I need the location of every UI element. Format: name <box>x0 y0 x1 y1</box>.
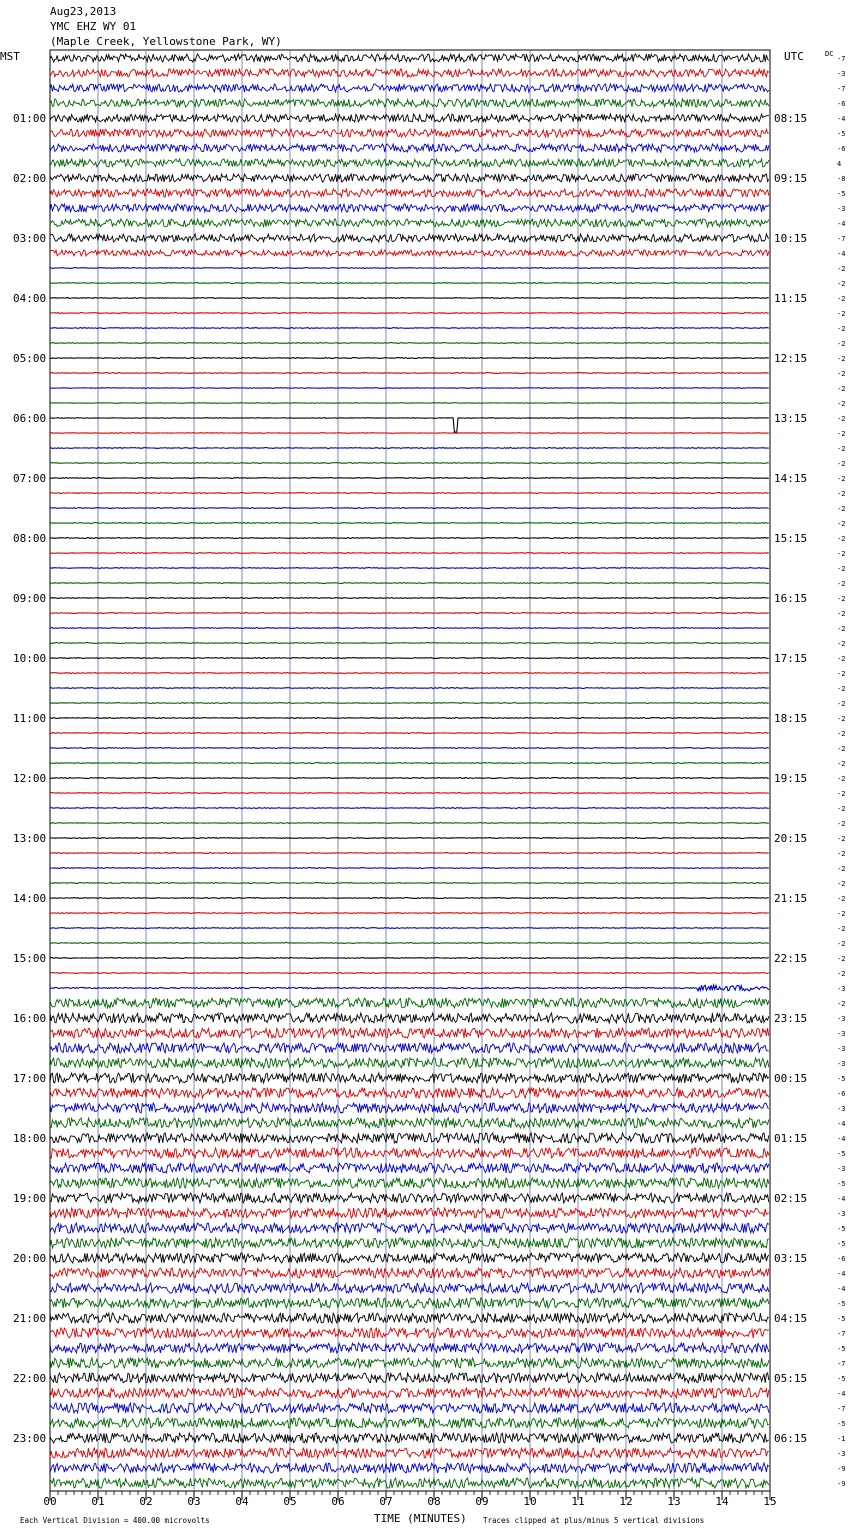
trace-row <box>50 553 769 554</box>
trace-row <box>50 159 769 167</box>
local-hour-label: 14:00 <box>13 892 47 905</box>
trace-row <box>50 793 769 794</box>
trace-row <box>50 853 769 854</box>
dc-offset-value: -2 <box>837 655 846 663</box>
trace-row <box>50 583 769 584</box>
trace-row <box>50 703 769 704</box>
x-tick-label: 02 <box>139 1495 153 1508</box>
trace-row <box>50 568 769 569</box>
dc-offset-value: -2 <box>837 760 846 768</box>
utc-hour-label: 15:15 <box>774 532 808 545</box>
x-tick-label: 01 <box>91 1495 105 1508</box>
dc-offset-value: -2 <box>837 565 846 573</box>
dc-offset-value: -5 <box>837 1150 846 1158</box>
local-hour-label: 05:00 <box>13 352 47 365</box>
local-hour-label: 16:00 <box>13 1012 47 1025</box>
trace-row <box>50 174 769 182</box>
time-axis <box>43 1491 776 1508</box>
utc-hour-label: 19:15 <box>774 772 808 785</box>
dc-offset-labels <box>837 55 845 1488</box>
dc-offset-value: -3 <box>837 1045 846 1053</box>
local-hour-label: 18:00 <box>13 1132 47 1145</box>
trace-row <box>50 1148 769 1158</box>
trace-row <box>50 883 769 884</box>
dc-offset-value: -7 <box>837 1360 846 1368</box>
trace-row <box>50 373 769 374</box>
trace-row <box>50 1058 769 1068</box>
dc-offset-value: -2 <box>837 340 846 348</box>
utc-hour-label: 21:15 <box>774 892 808 905</box>
x-tick-label: 04 <box>235 1495 249 1508</box>
dc-offset-value: -4 <box>837 1285 846 1293</box>
x-tick-label: 15 <box>763 1495 777 1508</box>
trace-row <box>50 898 769 899</box>
trace-row <box>50 219 769 227</box>
utc-hour-label: 12:15 <box>774 352 808 365</box>
dc-offset-value: -2 <box>837 625 846 633</box>
trace-row <box>50 538 769 539</box>
dc-offset-value: -2 <box>837 520 846 528</box>
dc-offset-value: -1 <box>837 1435 846 1443</box>
trace-row <box>50 298 769 299</box>
dc-offset-value: -4 <box>837 1195 846 1203</box>
dc-offset-value: -6 <box>837 1090 846 1098</box>
trace-row <box>50 358 769 359</box>
dc-offset-value: -4 <box>837 115 846 123</box>
utc-hour-label: 13:15 <box>774 412 808 425</box>
trace-row <box>50 1388 769 1398</box>
trace-row <box>50 1358 769 1368</box>
dc-offset-value: -5 <box>837 1225 846 1233</box>
trace-row <box>50 1043 769 1053</box>
dc-offset-value: -2 <box>837 700 846 708</box>
dc-offset-value: -7 <box>837 1330 846 1338</box>
dc-offset-value: -2 <box>837 640 846 648</box>
utc-hour-label: 10:15 <box>774 232 808 245</box>
trace-row <box>50 1073 769 1083</box>
x-axis-label: TIME (MINUTES) <box>374 1512 467 1525</box>
trace-row <box>50 403 769 404</box>
trace-row <box>50 508 769 509</box>
dc-offset-value: -2 <box>837 1000 846 1008</box>
dc-offset-value: -9 <box>837 1465 846 1473</box>
local-hour-label: 09:00 <box>13 592 47 605</box>
trace-row <box>50 493 769 494</box>
dc-offset-value: -4 <box>837 1135 846 1143</box>
dc-offset-value: -2 <box>837 940 846 948</box>
x-tick-label: 09 <box>475 1495 489 1508</box>
x-tick-label: 05 <box>283 1495 297 1508</box>
dc-offset-value: -5 <box>837 1345 846 1353</box>
utc-hour-label: 03:15 <box>774 1252 808 1265</box>
plot-date: Aug23,2013 <box>50 5 117 18</box>
dc-offset-value: -2 <box>837 850 846 858</box>
dc-offset-value: -4 <box>837 1390 846 1398</box>
trace-row <box>50 613 769 614</box>
trace-row <box>50 523 769 524</box>
utc-hour-label: 06:15 <box>774 1432 808 1445</box>
seismic-traces <box>50 54 769 1488</box>
trace-row <box>50 985 769 991</box>
dc-offset-value: -2 <box>837 550 846 558</box>
trace-row <box>50 1193 769 1203</box>
trace-row <box>50 868 769 869</box>
local-hour-label: 20:00 <box>13 1252 47 1265</box>
dc-offset-value: -2 <box>837 280 846 288</box>
dc-offset-value: -2 <box>837 970 846 978</box>
trace-row <box>50 733 769 734</box>
trace-row <box>50 250 769 256</box>
trace-row <box>50 388 769 389</box>
utc-timezone-label: UTC <box>784 50 804 63</box>
trace-row <box>50 144 769 152</box>
dc-offset-value: -2 <box>837 580 846 588</box>
dc-offset-value: -2 <box>837 955 846 963</box>
dc-offset-value: -7 <box>837 1405 846 1413</box>
station-code: YMC EHZ WY 01 <box>50 20 137 33</box>
dc-offset-value: -3 <box>837 1015 846 1023</box>
dc-offset-value: -2 <box>837 265 846 273</box>
x-tick-label: 10 <box>523 1495 537 1508</box>
dc-offset-value: -3 <box>837 1450 846 1458</box>
dc-offset-value: -2 <box>837 595 846 603</box>
dc-offset-value: -4 <box>837 250 846 258</box>
utc-hour-label: 14:15 <box>774 472 808 485</box>
trace-row <box>50 84 769 92</box>
trace-row <box>50 189 769 197</box>
local-hour-label: 08:00 <box>13 532 47 545</box>
trace-row <box>50 1373 769 1383</box>
trace-row <box>50 1118 769 1128</box>
dc-offset-value: -7 <box>837 85 846 93</box>
x-tick-label: 00 <box>43 1495 57 1508</box>
local-hour-label: 22:00 <box>13 1372 47 1385</box>
utc-hour-label: 09:15 <box>774 172 808 185</box>
dc-offset-value: -2 <box>837 685 846 693</box>
trace-row <box>50 628 769 629</box>
utc-time-labels <box>774 112 807 1445</box>
trace-row <box>50 99 769 107</box>
trace-row <box>50 1253 769 1263</box>
x-tick-label: 12 <box>619 1495 633 1508</box>
trace-row <box>50 433 769 434</box>
dc-offset-value: -2 <box>837 445 846 453</box>
dc-offset-value: -2 <box>837 715 846 723</box>
dc-offset-value: -2 <box>837 895 846 903</box>
trace-row <box>50 1433 769 1443</box>
trace-row <box>50 913 769 914</box>
local-timezone-label: MST <box>0 50 20 63</box>
trace-row <box>50 1418 769 1428</box>
trace-row <box>50 1313 769 1323</box>
trace-row <box>50 1238 769 1248</box>
dc-offset-header: DC <box>825 50 834 58</box>
dc-offset-value: -3 <box>837 985 846 993</box>
dc-offset-value: -2 <box>837 490 846 498</box>
dc-offset-value: -5 <box>837 1180 846 1188</box>
dc-offset-value: -2 <box>837 325 846 333</box>
dc-offset-value: -2 <box>837 535 846 543</box>
trace-row <box>50 114 769 122</box>
dc-offset-value: -6 <box>837 1255 846 1263</box>
trace-row <box>50 418 769 432</box>
local-hour-label: 11:00 <box>13 712 47 725</box>
x-tick-label: 08 <box>427 1495 441 1508</box>
dc-offset-value: -2 <box>837 430 846 438</box>
local-hour-label: 10:00 <box>13 652 47 665</box>
trace-row <box>50 808 769 809</box>
utc-hour-label: 17:15 <box>774 652 808 665</box>
dc-offset-value: -3 <box>837 70 846 78</box>
local-hour-label: 13:00 <box>13 832 47 845</box>
dc-offset-value: -4 <box>837 1270 846 1278</box>
trace-row <box>50 1103 769 1113</box>
trace-row <box>50 1403 769 1413</box>
dc-offset-value: -2 <box>837 805 846 813</box>
dc-offset-value: -2 <box>837 790 846 798</box>
trace-row <box>50 1163 769 1173</box>
utc-hour-label: 20:15 <box>774 832 808 845</box>
local-hour-label: 12:00 <box>13 772 47 785</box>
dc-offset-value: -2 <box>837 385 846 393</box>
trace-row <box>50 1298 769 1308</box>
trace-row <box>50 313 769 314</box>
dc-offset-value: -3 <box>837 1030 846 1038</box>
trace-row <box>50 268 769 269</box>
trace-row <box>50 1268 769 1278</box>
trace-row <box>50 234 769 242</box>
trace-row <box>50 1178 769 1188</box>
trace-row <box>50 658 769 659</box>
local-hour-label: 02:00 <box>13 172 47 185</box>
x-tick-label: 07 <box>379 1495 393 1508</box>
dc-offset-value: -5 <box>837 190 846 198</box>
dc-offset-value: -5 <box>837 130 846 138</box>
dc-offset-value: -4 <box>837 1120 846 1128</box>
trace-row <box>50 1283 769 1293</box>
dc-offset-value: 4 <box>837 160 842 168</box>
utc-hour-label: 01:15 <box>774 1132 808 1145</box>
trace-row <box>50 778 769 779</box>
dc-offset-value: -3 <box>837 1210 846 1218</box>
dc-offset-value: -8 <box>837 175 846 183</box>
dc-offset-value: -2 <box>837 400 846 408</box>
trace-row <box>50 763 769 764</box>
local-hour-label: 01:00 <box>13 112 47 125</box>
dc-offset-value: -2 <box>837 475 846 483</box>
dc-offset-value: -2 <box>837 415 846 423</box>
local-hour-label: 15:00 <box>13 952 47 965</box>
dc-offset-value: -2 <box>837 610 846 618</box>
trace-row <box>50 973 769 974</box>
trace-row <box>50 928 769 929</box>
dc-offset-value: -2 <box>837 370 846 378</box>
utc-hour-label: 11:15 <box>774 292 808 305</box>
trace-row <box>50 448 769 449</box>
dc-offset-value: -2 <box>837 505 846 513</box>
x-tick-label: 14 <box>715 1495 729 1508</box>
dc-offset-value: -7 <box>837 235 846 243</box>
x-tick-label: 13 <box>667 1495 681 1508</box>
utc-hour-label: 02:15 <box>774 1192 808 1205</box>
trace-row <box>50 823 769 824</box>
trace-row <box>50 1208 769 1218</box>
trace-row <box>50 1478 769 1488</box>
dc-offset-value: -2 <box>837 865 846 873</box>
local-hour-label: 03:00 <box>13 232 47 245</box>
dc-offset-value: -2 <box>837 670 846 678</box>
trace-row <box>50 129 769 137</box>
trace-row <box>50 643 769 644</box>
dc-offset-value: -5 <box>837 1240 846 1248</box>
trace-row <box>50 1343 769 1353</box>
dc-offset-value: -2 <box>837 310 846 318</box>
trace-row <box>50 958 769 959</box>
trace-row <box>50 54 769 62</box>
trace-row <box>50 838 769 839</box>
trace-row <box>50 598 769 599</box>
trace-row <box>50 1088 769 1098</box>
trace-row <box>50 673 769 674</box>
trace-row <box>50 1028 769 1038</box>
local-hour-label: 04:00 <box>13 292 47 305</box>
dc-offset-value: -2 <box>837 925 846 933</box>
dc-offset-value: -5 <box>837 1375 846 1383</box>
local-hour-label: 07:00 <box>13 472 47 485</box>
dc-offset-value: -4 <box>837 220 846 228</box>
local-hour-label: 06:00 <box>13 412 47 425</box>
vertical-scale-note: Each Vertical Division = 400.00 microvolts <box>20 1516 210 1525</box>
trace-row <box>50 1463 769 1473</box>
dc-offset-value: -5 <box>837 1315 846 1323</box>
utc-hour-label: 16:15 <box>774 592 808 605</box>
dc-offset-value: -3 <box>837 1105 846 1113</box>
dc-offset-value: -2 <box>837 295 846 303</box>
trace-row <box>50 328 769 329</box>
trace-row <box>50 204 769 212</box>
dc-offset-value: -5 <box>837 1420 846 1428</box>
dc-offset-value: -2 <box>837 835 846 843</box>
dc-offset-value: -2 <box>837 880 846 888</box>
trace-row <box>50 1328 769 1338</box>
x-tick-label: 03 <box>187 1495 201 1508</box>
dc-offset-value: -6 <box>837 100 846 108</box>
station-location: (Maple Creek, Yellowstone Park, WY) <box>50 35 282 48</box>
trace-row <box>50 478 769 479</box>
dc-offset-value: -2 <box>837 730 846 738</box>
dc-offset-value: -3 <box>837 1060 846 1068</box>
utc-hour-label: 05:15 <box>774 1372 808 1385</box>
dc-offset-value: -7 <box>837 55 846 63</box>
trace-row <box>50 943 769 944</box>
utc-hour-label: 22:15 <box>774 952 808 965</box>
dc-offset-value: -2 <box>837 745 846 753</box>
trace-row <box>50 1448 769 1458</box>
x-tick-label: 06 <box>331 1495 345 1508</box>
trace-row <box>50 1133 769 1143</box>
dc-offset-value: -9 <box>837 1480 846 1488</box>
dc-offset-value: -2 <box>837 775 846 783</box>
trace-row <box>50 1223 769 1233</box>
dc-offset-value: -5 <box>837 1075 846 1083</box>
dc-offset-value: -3 <box>837 1165 846 1173</box>
utc-hour-label: 00:15 <box>774 1072 808 1085</box>
x-tick-label: 11 <box>571 1495 585 1508</box>
trace-row <box>50 1013 769 1023</box>
trace-row <box>50 718 769 719</box>
trace-row <box>50 998 769 1008</box>
trace-row <box>50 69 769 77</box>
dc-offset-value: -5 <box>837 1300 846 1308</box>
utc-hour-label: 18:15 <box>774 712 808 725</box>
trace-row <box>50 343 769 344</box>
local-hour-label: 23:00 <box>13 1432 47 1445</box>
local-hour-label: 19:00 <box>13 1192 47 1205</box>
clipping-note: Traces clipped at plus/minus 5 vertical divisions <box>483 1516 705 1525</box>
trace-row <box>50 748 769 749</box>
local-hour-label: 17:00 <box>13 1072 47 1085</box>
utc-hour-label: 08:15 <box>774 112 808 125</box>
trace-row <box>50 463 769 464</box>
trace-row <box>50 283 769 284</box>
local-time-labels <box>13 112 46 1445</box>
trace-row <box>50 688 769 689</box>
dc-offset-value: -3 <box>837 205 846 213</box>
dc-offset-value: -6 <box>837 145 846 153</box>
dc-offset-value: -2 <box>837 460 846 468</box>
utc-hour-label: 04:15 <box>774 1312 808 1325</box>
local-hour-label: 21:00 <box>13 1312 47 1325</box>
dc-offset-value: -2 <box>837 910 846 918</box>
dc-offset-value: -2 <box>837 820 846 828</box>
dc-offset-value: -2 <box>837 355 846 363</box>
utc-hour-label: 23:15 <box>774 1012 808 1025</box>
